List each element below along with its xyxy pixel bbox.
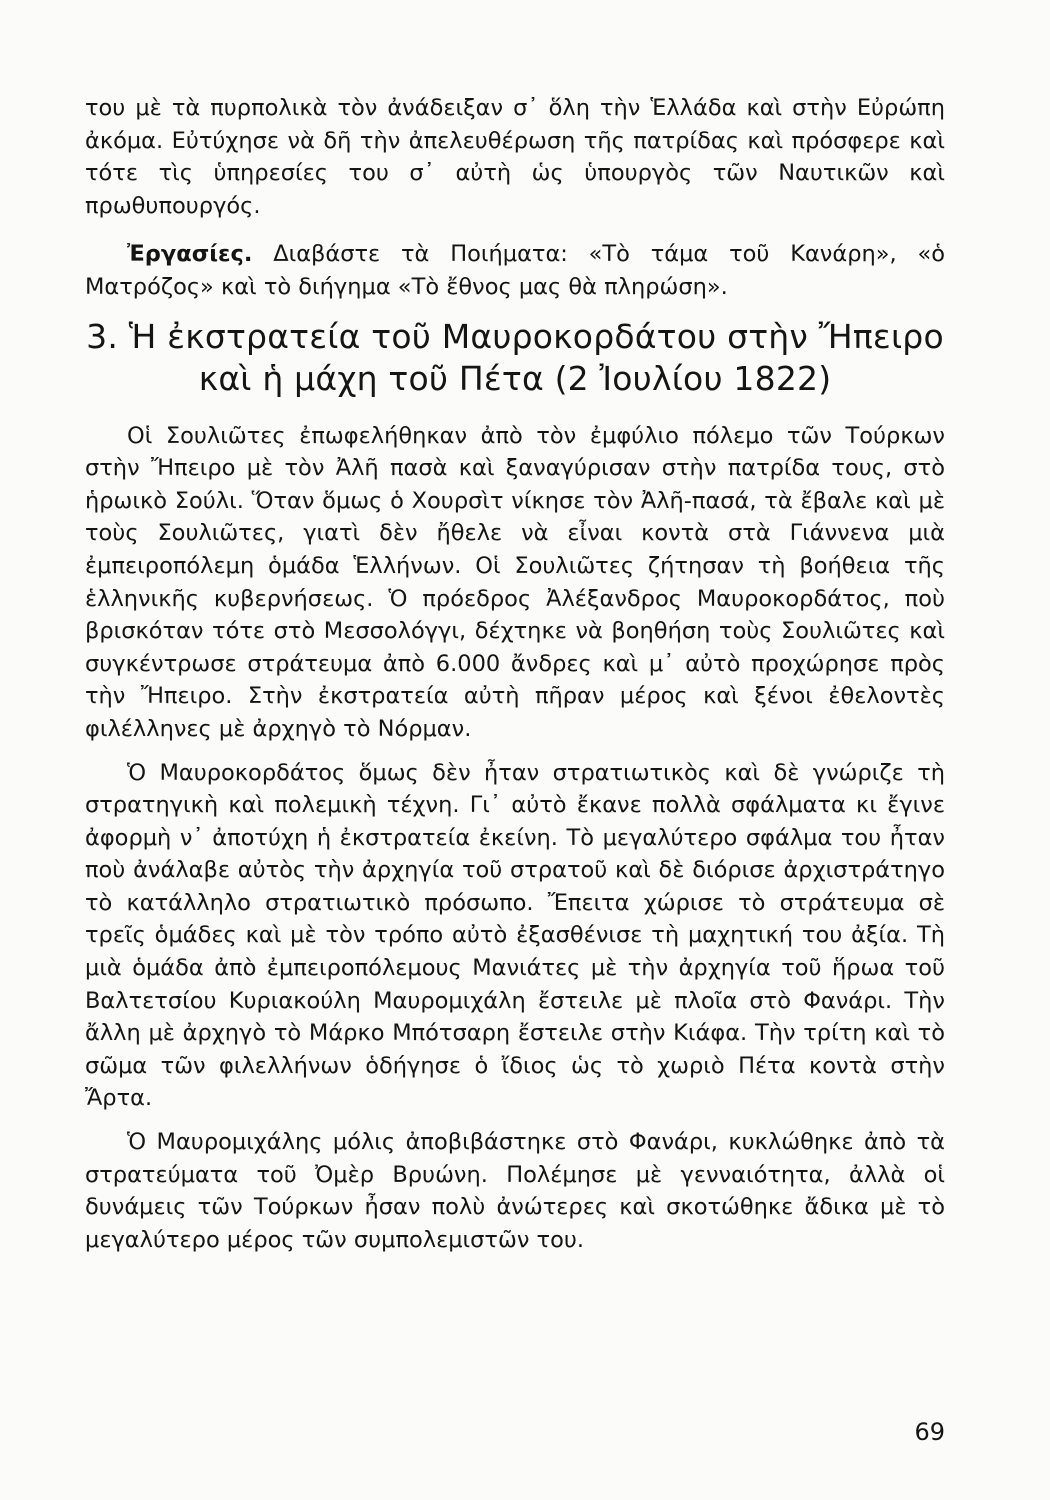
intro-paragraph: του μὲ τὰ πυρπολικὰ τὸν ἀνάδειξαν σ᾽ ὅλη τὴν Ἑλλάδα καὶ στὴν Εὐρώπη ἀκόμα. Εὐτύχησε νὰ δῆ τὴν ἀπελευθέρωση τῆς πατρίδας καὶ πρόσφερε καὶ τότε τὶς ὑπηρεσίες του σ᾽ αὐτὴ ὡς ὑπουργὸς τῶν Ναυτικῶν καὶ πρωθυπουργός. xyxy=(85,95,945,219)
body-paragraph-1: Οἱ Σουλιῶτες ἐπωφελήθηκαν ἀπὸ τὸν ἐμφύλιο πόλεμο τῶν Τούρκων στὴν Ἤπειρο μὲ τὸν Ἀλῆ πασὰ καὶ ξαναγύρισαν στὴν πατρίδα τους, στὸ ἡρωικὸ Σούλι. Ὅταν ὅμως ὁ Χουρσὶτ νίκησε τὸν Ἀλῆ-πασά, τὰ ἔβαλε καὶ μὲ τοὺς Σουλιῶτες, γιατὶ δὲν ἤθελε νὰ εἶναι κοντὰ στὰ Γιάννενα μιὰ ἐμπειροπόλεμη ὁμάδα Ἑλλήνων. Οἱ Σουλιῶτες ζήτησαν τὴ βοήθεια τῆς ἑλληνικῆς κυβερνήσεως. Ὁ πρόεδρος Ἀλέξανδρος Μαυροκορδάτος, ποὺ βρισκόταν τότε στὸ Μεσσολόγγι, δέχτηκε νὰ βοηθήση τοὺς Σουλιῶτες καὶ συγκέντρωσε στράτευμα ἀπὸ 6.000 ἄνδρες καὶ μ᾽ αὐτὸ προχώρησε πρὸς τὴν Ἤπειρο. Στὴν ἐκστρατεία αὐτὴ πῆραν μέρος καὶ ξένοι ἐθελοντὲς φιλέλληνες μὲ ἀρχηγὸ τὸ Νόρμαν. xyxy=(85,422,945,742)
section-heading-line-1: 3. Ἡ ἐκστρατεία τοῦ Μαυροκορδάτου στὴν Ἤπειρο xyxy=(86,316,944,356)
assignment-paragraph xyxy=(85,238,945,303)
body-paragraph-3: Ὁ Μαυρομιχάλης μόλις ἀποβιβάστηκε στὸ Φανάρι, κυκλώθηκε ἀπὸ τὰ στρατεύματα τοῦ Ὀμὲρ Βρυώνη. Πολέμησε μὲ γενναιότητα, ἀλλὰ οἱ δυνάμεις τῶν Τούρκων ἦσαν πολὺ ἀνώτερες καὶ σκοτώθηκε ἄδικα μὲ τὸ μεγαλύτερο μέρος τῶν συμπολεμιστῶν του. xyxy=(85,1129,945,1253)
section-heading-line-2: καὶ ἡ μάχη τοῦ Πέτα (2 Ἰουλίου 1822) xyxy=(198,358,832,398)
body-paragraph-2: Ὁ Μαυροκορδάτος ὅμως δὲν ἦταν στρατιωτικὸς καὶ δὲ γνώριζε τὴ στρατηγικὴ καὶ πολεμικὴ τέχνη. Γι᾽ αὐτὸ ἔκανε πολλὰ σφάλματα κι ἔγινε ἀφορμὴ ν᾽ ἀποτύχη ἡ ἐκστρατεία ἐκείνη. Τὸ μεγαλύτερο σφάλμα του ἦταν ποὺ ἀνάλαβε αὐτὸς τὴν ἀρχηγία τοῦ στρατοῦ καὶ δὲ διόρισε ἀρχιστράτηγο τὸ κατάλληλο στρατιωτικὸ πρόσωπο. Ἔπειτα χώρισε τὸ στράτευμα σὲ τρεῖς ὁμάδες καὶ μὲ τὸν τρόπο αὐτὸ ἐξασθένισε τὴ μαχητική του ἀξία. Τὴ μιὰ ὁμάδα ἀπὸ ἐμπειροπόλεμους Μανιάτες μὲ τὴν ἀρχηγία τοῦ ἥρωα τοῦ Βαλτετσίου Κυριακούλη Μαυρομιχάλη ἔστειλε μὲ πλοῖα στὸ Φανάρι. Τὴν ἄλλη μὲ ἀρχηγὸ τὸ Μάρκο Μπότσαρη ἔστειλε στὴν Κιάφα. Τὴν τρίτη καὶ τὸ σῶμα τῶν φιλελλήνων ὁδήγησε ὁ ἴδιος ὡς τὸ χωριὸ Πέτα κοντὰ στὴν Ἄρτα. xyxy=(85,759,945,1112)
assignment-label: Ἐργασίες. xyxy=(127,241,253,268)
page-content xyxy=(85,92,945,1256)
section-heading xyxy=(85,316,945,400)
assignment-text: Διαβάστε τὰ Ποιήματα: «Τὸ τάμα τοῦ Κανάρη», «ὁ Ματρόζος» καὶ τὸ διήγημα «Τὸ ἔθνος μας θὰ πληρώση». xyxy=(85,241,945,300)
page-number: 69 xyxy=(914,1418,945,1446)
